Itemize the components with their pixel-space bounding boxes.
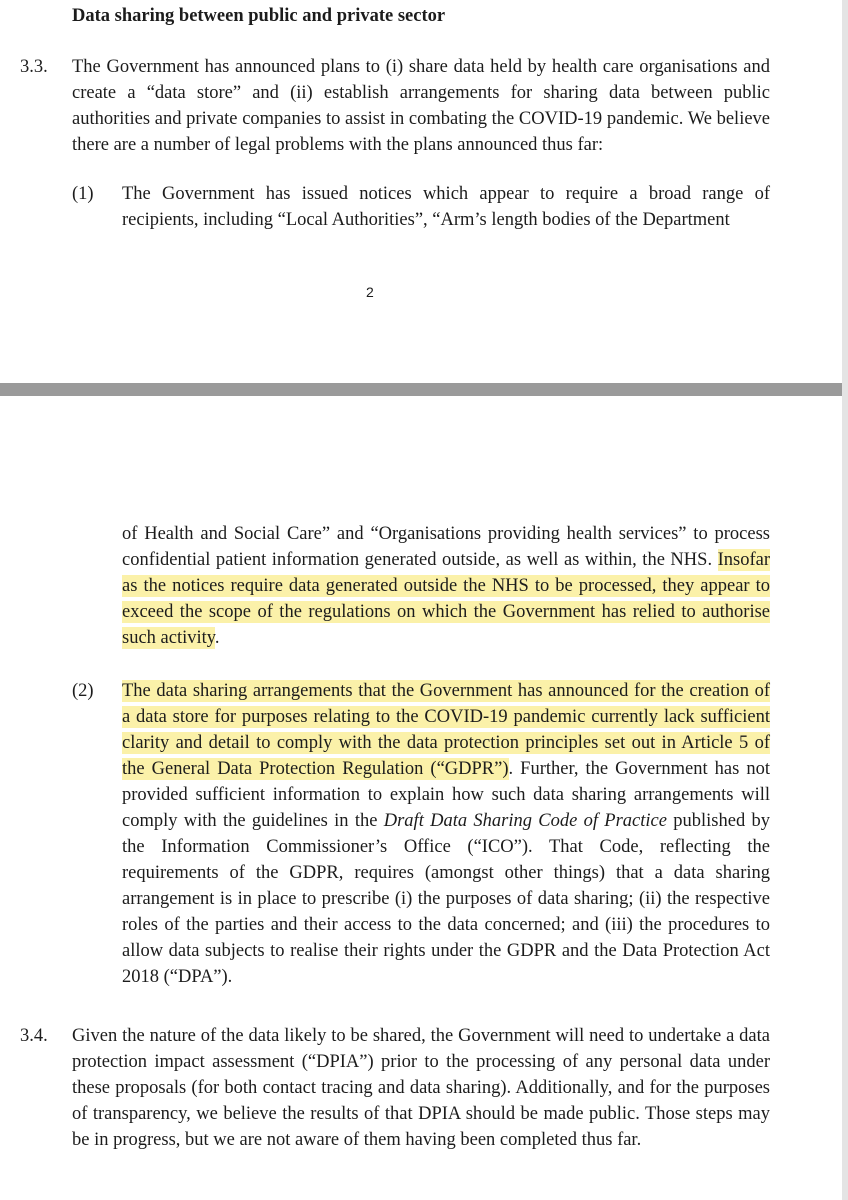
paragraph-number-3-4: 3.4.	[20, 1026, 48, 1046]
item-number-2: (2)	[72, 681, 94, 701]
item-1-text-start: The Government has issued notices which appear to require a broad range of recipients, including “Local Authorities”, “Arm’s length bodies of the Department	[122, 184, 770, 230]
item-1-plain-text: of Health and Social Care” and “Organisations providing health services” to process confidential patient information generated outside, as well as within, the NHS.	[122, 524, 770, 570]
item-2-italic-title: Draft Data Sharing Code of Practice	[383, 811, 667, 831]
paragraph-3-3	[72, 54, 770, 158]
paragraph-3-4	[72, 1023, 770, 1153]
page-break-divider	[0, 383, 848, 396]
item-2	[122, 678, 770, 990]
item-2-text	[122, 678, 770, 990]
item-1-continued	[122, 521, 770, 651]
paragraph-number-3-3: 3.3.	[20, 57, 48, 77]
document-page-2	[0, 396, 848, 1200]
page-number: 2	[366, 284, 374, 300]
document-page-1	[0, 0, 848, 383]
item-1-end: .	[214, 628, 220, 648]
section-heading: Data sharing between public and private sector	[72, 6, 446, 26]
item-2-text-a: . Further, the Government has not provided sufficient information to explain how such data sharing arrangements will comply with the guidelines in the	[122, 759, 770, 831]
item-2-text-b: published by the Information Commissioner’s Office (“ICO”). That Code, reflecting the requirements of the GDPR, requires (amongst other things) that a data sharing arrangement is in place to prescribe (i) the purposes of data sharing; (ii) the respective roles of the parties and their access to the data concerned; and (iii) the procedures to allow data subjects to realise their rights under the GDPR and the Data Protection Act 2018 (“DPA”).	[122, 811, 770, 987]
item-1-text-continued	[122, 521, 770, 651]
paragraph-3-3-text: The Government has announced plans to (i) share data held by health care organisations and create a “data store” and (ii) establish arrangements for sharing data between public authorities and private companies to assist in combating the COVID-19 pandemic. We believe there are a number of legal problems with the plans announced thus far:	[72, 57, 770, 155]
item-number-1: (1)	[72, 184, 94, 204]
paragraph-3-4-text: Given the nature of the data likely to be shared, the Government will need to undertake a data protection impact assessment (“DPIA”) prior to the processing of any personal data under these proposals (for both contact tracing and data sharing). Additionally, and for the purposes of transparency, we believe the results of that DPIA should be made public. Those steps may be in progress, but we are not aware of them having been completed thus far.	[72, 1026, 770, 1150]
item-1-page-1	[122, 181, 770, 233]
item-1-highlighted-text: Insofar as the notices require data generated outside the NHS to be processed, they appear to exceed the scope of the regulations on which the Government has relied to authorise such activity	[122, 550, 770, 648]
scrollbar-track	[842, 0, 848, 1200]
item-2-highlighted-text: The data sharing arrangements that the Government has announced for the creation of a data store for purposes relating to the COVID-19 pandemic currently lack sufficient clarity and detail to comply with the data protection principles set out in Article 5 of the General Data Protection Regulation (“GDPR”)	[122, 681, 770, 779]
